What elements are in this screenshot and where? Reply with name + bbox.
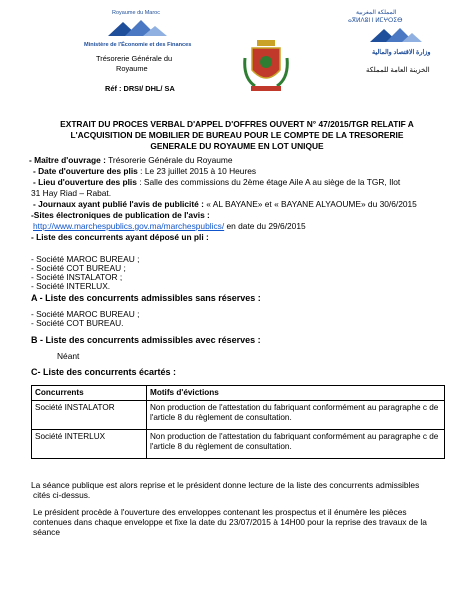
right-logo-ministry: وزارة الاقتصاد والمالية (372, 49, 431, 56)
coat-of-arms-icon (243, 38, 289, 94)
sites-label: -Sites électroniques de publication de l'avis : (31, 210, 210, 220)
cell-motif-line2: l'article 8 du règlement de consultation. (150, 442, 292, 451)
treasury-name-line2: Royaume (116, 64, 148, 73)
cell-motif-line2: l'article 8 du règlement de consultation. (150, 413, 292, 422)
admissible-1: - Société MAROC BUREAU ; (31, 309, 140, 319)
reference: Réf : DRSI/ DHL/ SA (105, 84, 175, 93)
col-header-concurrents: Concurrents (32, 386, 147, 401)
section-b-heading: B - Liste des concurrents admissibles avec réserves : (31, 335, 261, 345)
cell-motif-line1: Non production de l'attestation du fabriquant conformément au paragraphe c de (150, 403, 439, 412)
marchespublics-link[interactable]: http://www.marchespublics.gov.ma/marchespublics/ (33, 221, 225, 231)
treasury-name-line1: Trésorerie Générale du (96, 54, 173, 63)
maitre-ouvrage: - Maître d'ouvrage : Trésorerie Générale du Royaume (29, 155, 233, 165)
table-header-row (32, 386, 445, 401)
col-header-motifs: Motifs d'évictions (147, 386, 445, 401)
table-row (32, 430, 445, 459)
title-line-3: GENERALE DU ROYAUME EN LOT UNIQUE (150, 141, 324, 151)
ecartes-table (31, 385, 445, 459)
section-a-heading: A - Liste des concurrents admissibles sans réserves : (31, 293, 261, 303)
table-row (32, 401, 445, 430)
liste-deposants-label: - Liste des concurrents ayant déposé un pli : (31, 232, 209, 242)
ministry-logo-right-icon (368, 26, 426, 44)
left-logo-ministry: Ministère de l'Économie et des Finances (84, 42, 192, 48)
closing-p2-line1: Le président procède à l'ouverture des enveloppes contenant les prospectus et il énumère les pièces (33, 507, 407, 517)
closing-p1-line2: cités ci-dessus. (33, 490, 91, 500)
neant-text: Néant (57, 351, 80, 361)
right-logo-country: المملكة المغربية (356, 10, 397, 16)
admissible-2: - Société COT BUREAU. (31, 318, 124, 328)
cell-concurrent: Société INSTALATOR (32, 401, 147, 430)
right-logo-treasury: الخزينة العامة للمملكة (366, 67, 430, 74)
deposant-4: - Société INTERLUX. (31, 281, 111, 291)
title-line-2: L'ACQUISITION DE MOBILIER DE BUREAU POUR LE COMPTE DE LA TRESORERIE (70, 130, 404, 140)
cell-motif (147, 401, 445, 430)
deposant-1: - Société MAROC BUREAU ; (31, 254, 140, 264)
lieu-ouverture: - Lieu d'ouverture des plis : Salle des commissions du 2ème étage Aile A au siège de la TGR, Ilot (33, 177, 401, 187)
deposant-2: - Société COT BUREAU ; (31, 263, 126, 273)
title-line-1: EXTRAIT DU PROCES VERBAL D'APPEL D'OFFRES OUVERT N° 47/2015/TGR RELATIF A (60, 119, 414, 129)
sites-line: http://www.marchespublics.gov.ma/marchespublics/ en date du 29/6/2015 (33, 221, 306, 231)
cell-motif (147, 430, 445, 459)
cell-motif-line1: Non production de l'attestation du fabriquant conformément au paragraphe c de (150, 432, 439, 441)
closing-p2-line3: séance (33, 527, 61, 537)
section-c-heading: C- Liste des concurrents écartés : (31, 367, 177, 377)
cell-concurrent: Société INTERLUX (32, 430, 147, 459)
closing-p2-line2: contenues dans chaque enveloppe et fixe la date du 23/07/2015 à 14H00 pour la reprise des travaux de la (33, 517, 427, 527)
date-ouverture: - Date d'ouverture des plis : Le 23 juillet 2015 à 10 Heures (33, 166, 257, 176)
journaux-publicite: - Journaux ayant publié l'avis de publicité : « AL BAYANE» et « BAYANE ALYAOUME» du 30/6/2015 (33, 199, 417, 209)
ministry-logo-icon (103, 18, 173, 38)
lieu-ouverture-suite: 31 Hay Riad – Rabat. (31, 188, 112, 198)
closing-p1-line1: La séance publique est alors reprise et le président donne lecture de la liste des concurrents admissibles (31, 480, 420, 490)
right-logo-latin: ⴰⴳⵍⴷⵓⵏ ⵏ ⵍⵎⵖⵔⵉⴱ (348, 18, 403, 24)
deposant-3: - Société INSTALATOR ; (31, 272, 123, 282)
left-logo-country: Royaume du Maroc (112, 10, 160, 16)
